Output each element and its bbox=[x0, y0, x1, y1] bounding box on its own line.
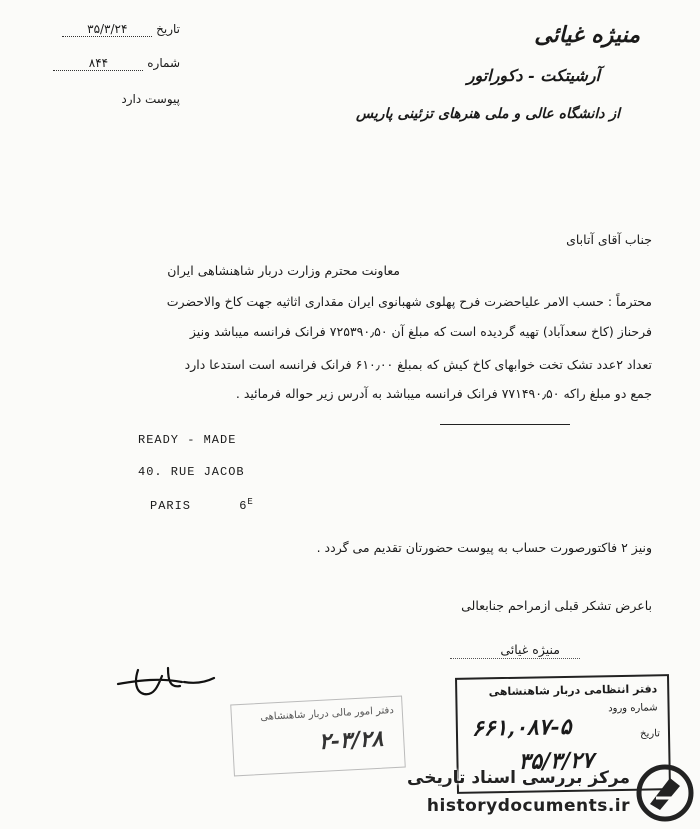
stamp-right-date-label: تاریخ bbox=[640, 728, 661, 740]
paragraph-5: ونیز ۲ فاکتورصورت حساب به پیوست حضورتان تقدیم می گردد . bbox=[316, 540, 652, 555]
address-line-3 bbox=[150, 497, 254, 513]
paragraph-4: جمع دو مبلغ راکه ۷۷۱۴۹۰٫۵۰ فرانک فرانسه میباشد به آدرس زیر حواله فرمائید . bbox=[235, 386, 652, 401]
paragraph-1: محترماً : حسب الامر علیاحضرت فرح پهلوی شهبانوی ایران مقداری اثاثیه جهت کاخ والاحضرت bbox=[166, 294, 652, 309]
stamp-right-number: ۶۶۱,۰۸۷-۵ bbox=[471, 713, 572, 742]
date-label: تاریخ bbox=[156, 22, 180, 36]
address-arrondissement-suffix: E bbox=[247, 497, 254, 507]
watermark bbox=[407, 760, 700, 829]
signature-image bbox=[110, 662, 220, 702]
letterhead-title: آرشیتکت - دکوراتور bbox=[466, 66, 600, 85]
paragraph-3: تعداد ۲عدد تشک تخت خوابهای کاخ کیش که بمبلغ ۶۱۰٫۰۰ فرانک فرانسه است استدعا دارد bbox=[184, 357, 652, 372]
meta-number-row bbox=[47, 56, 180, 71]
stamp-right-number-label: شماره ورود bbox=[608, 702, 658, 715]
stamp-left-office: دفتر امور مالی دربار شاهنشاهی bbox=[260, 705, 395, 723]
number-value: ۸۴۴ bbox=[53, 56, 143, 71]
watermark-logo-icon bbox=[636, 764, 694, 822]
date-value: ۳۵/۳/۲۴ bbox=[62, 22, 152, 37]
meta-attachment: پیوست دارد bbox=[121, 92, 180, 106]
addressee-title: معاونت محترم وزارت دربار شاهنشاهی ایران bbox=[167, 263, 400, 278]
address-city: PARIS bbox=[150, 499, 192, 513]
stamp-left-date: ۲-۳/۲۸ bbox=[318, 725, 384, 755]
amount-underline bbox=[440, 424, 570, 425]
watermark-persian: مرکز بررسی اسناد تاریخی bbox=[407, 768, 630, 788]
letterhead-school: از دانشگاه عالی و ملی هنرهای تزئینی پاریس bbox=[356, 106, 620, 122]
address-line-2: 40. RUE JACOB bbox=[138, 465, 245, 479]
address-line-1: READY - MADE bbox=[138, 433, 237, 447]
stamp-finance-office bbox=[230, 696, 406, 777]
stamp-right-title: دفتر انتظامی دربار شاهنشاهی bbox=[488, 682, 658, 699]
addressee: جناب آقای آتابای bbox=[566, 232, 652, 247]
watermark-url: historydocuments.ir bbox=[426, 796, 630, 816]
closing: باعرض تشکر قبلی ازمراحم جنابعالی bbox=[461, 598, 652, 613]
letterhead-name: منیژه غیائی bbox=[534, 22, 640, 48]
number-label: شماره bbox=[147, 56, 180, 70]
address-arrondissement: 6 bbox=[239, 499, 248, 513]
meta-date-row bbox=[56, 22, 180, 37]
paragraph-2: فرحناز (کاخ سعدآباد) تهیه گردیده است که مبلغ آن ۷۲۵۳۹۰٫۵۰ فرانک فرانسه میباشد ونیز bbox=[189, 324, 652, 339]
stamp-right-date: ۳۵/۳/۲۷ bbox=[518, 747, 594, 775]
signer-name: منیژه غیائی bbox=[500, 642, 560, 657]
signer-dotted-line bbox=[450, 658, 580, 659]
